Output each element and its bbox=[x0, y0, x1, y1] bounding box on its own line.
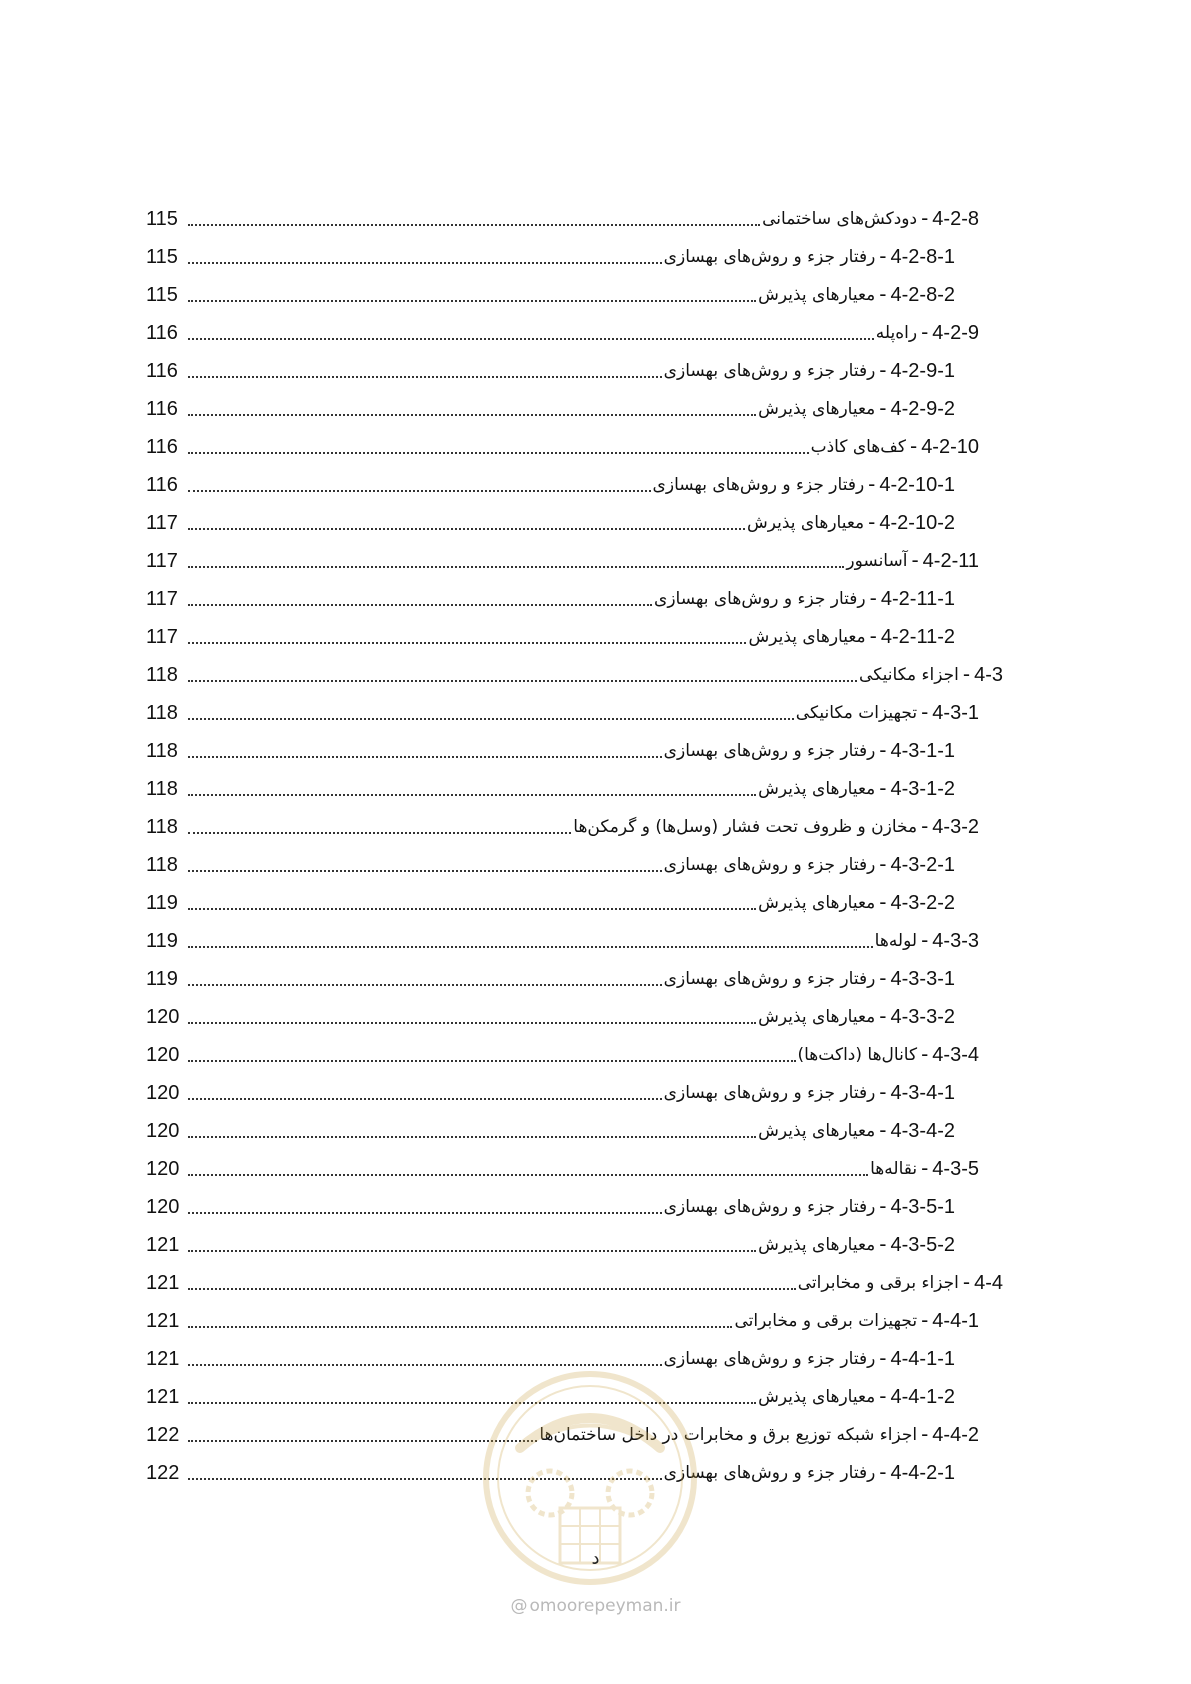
toc-entry[interactable] bbox=[146, 578, 955, 610]
dot-leader bbox=[188, 832, 571, 834]
toc-entry-number: 4-4-1 bbox=[932, 1310, 979, 1332]
toc-entry-number: 4-2-10 bbox=[921, 436, 979, 458]
toc-entry-title: کانال‌ها (داکت‌ها) bbox=[797, 1045, 918, 1065]
toc-entry-title: رفتار جزء و روش‌های بهسازی bbox=[663, 1083, 876, 1103]
toc-entry-title: تجهیزات برقی و مخابراتی bbox=[734, 1311, 918, 1331]
toc-separator: - bbox=[921, 700, 929, 724]
toc-page-number: 122 bbox=[146, 1424, 180, 1446]
toc-entry-number: 4-2-11 bbox=[922, 550, 979, 572]
website-text: omoorepeyman.ir bbox=[529, 1596, 681, 1616]
toc-entry-number: 4-3-2-2 bbox=[890, 892, 955, 914]
dot-leader bbox=[188, 224, 760, 226]
toc-entry[interactable] bbox=[146, 1338, 955, 1370]
toc-entry-title: معیارهای پذیرش bbox=[758, 1387, 876, 1407]
toc-entry[interactable] bbox=[146, 1072, 955, 1104]
dot-leader bbox=[188, 414, 756, 416]
toc-entry-number: 4-2-9-2 bbox=[890, 398, 955, 420]
toc-entry-title: رفتار جزء و روش‌های بهسازی bbox=[663, 855, 876, 875]
toc-entry-number: 4-2-11-2 bbox=[880, 626, 955, 648]
toc-entry-title: رفتار جزء و روش‌های بهسازی bbox=[663, 247, 876, 267]
toc-page-number: 121 bbox=[146, 1310, 180, 1332]
toc-entry-title: معیارهای پذیرش bbox=[758, 893, 876, 913]
dot-leader bbox=[188, 338, 874, 340]
toc-separator: - bbox=[879, 852, 887, 876]
toc-entry[interactable] bbox=[146, 464, 955, 496]
toc-page-number: 120 bbox=[146, 1082, 180, 1104]
toc-entry-number: 4-3-3 bbox=[932, 930, 979, 952]
toc-separator: - bbox=[879, 1194, 887, 1218]
toc-entry[interactable] bbox=[146, 730, 955, 762]
toc-page-number: 120 bbox=[146, 1120, 180, 1142]
toc-page-number: 116 bbox=[146, 398, 178, 420]
toc-separator: - bbox=[879, 1232, 887, 1256]
toc-separator: - bbox=[879, 890, 887, 914]
dot-leader bbox=[188, 1212, 662, 1214]
toc-page-number: 115 bbox=[146, 284, 178, 306]
toc-page-number: 118 bbox=[146, 816, 178, 838]
toc-entry-number: 4-2-8-2 bbox=[890, 284, 955, 306]
toc-entry[interactable] bbox=[146, 1110, 955, 1142]
toc-entry-number: 4-2-10-2 bbox=[879, 512, 955, 534]
toc-page-number: 115 bbox=[146, 208, 178, 230]
toc-entry[interactable] bbox=[146, 1186, 955, 1218]
toc-entry-number: 4-3-2-1 bbox=[890, 854, 955, 876]
dot-leader bbox=[188, 376, 662, 378]
at-sign-icon: @ bbox=[510, 1596, 528, 1616]
toc-entry[interactable] bbox=[146, 312, 979, 344]
toc-separator: - bbox=[868, 472, 876, 496]
dot-leader bbox=[188, 870, 662, 872]
toc-entry-number: 4-3-4-2 bbox=[890, 1120, 955, 1142]
dot-leader bbox=[188, 794, 756, 796]
toc-entry[interactable] bbox=[146, 654, 1003, 686]
toc-entry[interactable] bbox=[146, 350, 955, 382]
toc-entry-number: 4-4 bbox=[974, 1272, 1003, 1294]
toc-entry-title: رفتار جزء و روش‌های بهسازی bbox=[663, 361, 876, 381]
toc-entry-title: تجهیزات مکانیکی bbox=[795, 703, 918, 723]
toc-separator: - bbox=[921, 928, 929, 952]
dot-leader bbox=[188, 490, 651, 492]
toc-entry-number: 4-3-4 bbox=[932, 1044, 979, 1066]
dot-leader bbox=[188, 300, 756, 302]
toc-separator: - bbox=[879, 396, 887, 420]
toc-separator: - bbox=[879, 1004, 887, 1028]
toc-entry-title: دودکش‌های ساختمانی bbox=[762, 209, 918, 229]
toc-entry-number: 4-2-9 bbox=[932, 322, 979, 344]
toc-entry[interactable] bbox=[146, 806, 979, 838]
dot-leader bbox=[188, 1250, 756, 1252]
toc-entry-title: مخازن و ظروف تحت فشار (وسل‌ها) و گرمکن‌ها bbox=[573, 817, 918, 837]
toc-entry-title: معیارهای پذیرش bbox=[758, 1007, 876, 1027]
toc-separator: - bbox=[869, 586, 877, 610]
toc-entry-title: اجزاء شبکه توزیع برق و مخابرات در داخل ساختمان‌ها bbox=[539, 1425, 918, 1445]
toc-page-number: 116 bbox=[146, 474, 178, 496]
toc-entry-number: 4-2-8 bbox=[932, 208, 979, 230]
dot-leader bbox=[188, 1136, 756, 1138]
toc-entry-title: معیارهای پذیرش bbox=[758, 779, 876, 799]
toc-entry-title: رفتار جزء و روش‌های بهسازی bbox=[663, 969, 876, 989]
toc-page-number: 119 bbox=[146, 968, 178, 990]
toc-entry-title: معیارهای پذیرش bbox=[748, 627, 866, 647]
toc-separator: - bbox=[962, 1270, 971, 1294]
toc-page-number: 115 bbox=[146, 246, 178, 268]
dot-leader bbox=[188, 604, 652, 606]
toc-entry-number: 4-3-1 bbox=[932, 702, 979, 724]
dot-leader bbox=[188, 1326, 732, 1328]
toc-entry[interactable] bbox=[146, 920, 979, 952]
toc-entry-number: 4-4-2 bbox=[932, 1424, 979, 1446]
toc-page-number: 118 bbox=[146, 664, 178, 686]
toc-entry[interactable] bbox=[146, 1148, 979, 1180]
toc-entry-number: 4-3-4-1 bbox=[890, 1082, 955, 1104]
dot-leader bbox=[188, 718, 794, 720]
dot-leader bbox=[188, 642, 746, 644]
toc-entry-number: 4-3-5 bbox=[932, 1158, 979, 1180]
toc-entry-title: رفتار جزء و روش‌های بهسازی bbox=[654, 589, 866, 609]
dot-leader bbox=[188, 1022, 756, 1024]
toc-separator: - bbox=[921, 1156, 929, 1180]
toc-entry-title: معیارهای پذیرش bbox=[758, 1121, 876, 1141]
toc-entry-title: معیارهای پذیرش bbox=[758, 1235, 876, 1255]
toc-page-number: 117 bbox=[146, 588, 178, 610]
toc-entry-title: معیارهای پذیرش bbox=[758, 285, 876, 305]
toc-entry-number: 4-4-1-2 bbox=[890, 1386, 955, 1408]
toc-entry[interactable] bbox=[146, 274, 955, 306]
toc-entry-title: رفتار جزء و روش‌های بهسازی bbox=[663, 1349, 876, 1369]
toc-entry[interactable] bbox=[146, 1034, 979, 1066]
toc-separator: - bbox=[921, 206, 929, 230]
toc-entry-number: 4-4-1-1 bbox=[890, 1348, 955, 1370]
toc-page-number: 118 bbox=[146, 740, 178, 762]
toc-entry-number: 4-3-5-1 bbox=[890, 1196, 955, 1218]
toc-entry-title: معیارهای پذیرش bbox=[746, 513, 865, 533]
toc-separator: - bbox=[869, 624, 877, 648]
toc-entry-title: لوله‌ها bbox=[874, 931, 918, 951]
toc-entry[interactable] bbox=[146, 1300, 979, 1332]
toc-separator: - bbox=[909, 434, 918, 458]
toc-separator: - bbox=[879, 1080, 887, 1104]
toc-entry-number: 4-3-1-2 bbox=[890, 778, 955, 800]
toc-entry[interactable] bbox=[146, 692, 979, 724]
toc-entry-number: 4-2-11-1 bbox=[880, 588, 955, 610]
toc-separator: - bbox=[879, 1118, 887, 1142]
dot-leader bbox=[188, 452, 809, 454]
toc-page-number: 117 bbox=[146, 512, 178, 534]
toc-entry-number: 4-3-3-2 bbox=[890, 1006, 955, 1028]
toc-separator: - bbox=[921, 320, 929, 344]
toc-entry[interactable] bbox=[146, 958, 955, 990]
toc-entry-title: راه‌پله bbox=[875, 323, 918, 343]
dot-leader bbox=[188, 908, 756, 910]
toc-separator: - bbox=[879, 738, 887, 762]
dot-leader bbox=[188, 1288, 796, 1290]
toc-page-number: 120 bbox=[146, 1196, 180, 1218]
toc-entry[interactable] bbox=[146, 426, 979, 458]
dot-leader bbox=[188, 1098, 662, 1100]
toc-entry-title: اجزاء برقی و مخابراتی bbox=[797, 1273, 959, 1293]
toc-separator: - bbox=[879, 1460, 887, 1484]
dot-leader bbox=[188, 1060, 796, 1062]
toc-separator: - bbox=[921, 1308, 929, 1332]
toc-entry-number: 4-3-3-1 bbox=[890, 968, 955, 990]
dot-leader bbox=[188, 528, 745, 530]
toc-page-number: 117 bbox=[146, 626, 178, 648]
toc-entry-title: آسانسور bbox=[846, 551, 908, 571]
dot-leader bbox=[188, 566, 844, 568]
toc-separator: - bbox=[879, 966, 887, 990]
toc-entry-number: 4-3 bbox=[974, 664, 1003, 686]
toc-page-number: 118 bbox=[146, 854, 178, 876]
toc-page-number: 118 bbox=[146, 702, 178, 724]
toc-page-number: 121 bbox=[146, 1348, 180, 1370]
dot-leader bbox=[188, 1364, 662, 1366]
toc-page-number: 119 bbox=[146, 892, 178, 914]
dot-leader bbox=[188, 946, 873, 948]
toc-page-number: 121 bbox=[146, 1272, 180, 1294]
toc-separator: - bbox=[921, 1422, 929, 1446]
dot-leader bbox=[188, 1174, 868, 1176]
toc-separator: - bbox=[879, 776, 887, 800]
toc-page-number: 116 bbox=[146, 322, 178, 344]
dot-leader bbox=[188, 756, 662, 758]
toc-entry-title: معیارهای پذیرش bbox=[758, 399, 876, 419]
toc-entry[interactable] bbox=[146, 198, 979, 230]
toc-entry-number: 4-2-9-1 bbox=[890, 360, 955, 382]
toc-entry[interactable] bbox=[146, 1262, 1003, 1294]
toc-page-number: 120 bbox=[146, 1158, 180, 1180]
toc-entry[interactable] bbox=[146, 540, 979, 572]
toc-entry-title: کف‌های کاذب bbox=[810, 437, 906, 457]
toc-page-number: 118 bbox=[146, 778, 178, 800]
toc-separator: - bbox=[921, 814, 929, 838]
toc-page-number: 121 bbox=[146, 1386, 180, 1408]
dot-leader bbox=[188, 984, 662, 986]
toc-separator: - bbox=[879, 1384, 887, 1408]
toc-separator: - bbox=[879, 1346, 887, 1370]
toc-page-number: 116 bbox=[146, 436, 178, 458]
toc-entry-title: رفتار جزء و روش‌های بهسازی bbox=[663, 741, 876, 761]
toc-separator: - bbox=[879, 282, 887, 306]
toc-entry-number: 4-3-5-2 bbox=[890, 1234, 955, 1256]
toc-separator: - bbox=[911, 548, 919, 572]
toc-entry[interactable] bbox=[146, 1224, 955, 1256]
page-number: د bbox=[591, 1548, 600, 1569]
toc-page-number: 120 bbox=[146, 1044, 180, 1066]
toc-page-number: 121 bbox=[146, 1234, 180, 1256]
toc-page-number: 122 bbox=[146, 1462, 180, 1484]
toc-entry[interactable] bbox=[146, 844, 955, 876]
toc-separator: - bbox=[868, 510, 876, 534]
toc-entry[interactable] bbox=[146, 388, 955, 420]
toc-page-number: 116 bbox=[146, 360, 178, 382]
toc-entry-number: 4-3-2 bbox=[932, 816, 979, 838]
toc-entry[interactable] bbox=[146, 236, 955, 268]
toc-entry-number: 4-2-8-1 bbox=[890, 246, 955, 268]
toc-entry-title: رفتار جزء و روش‌های بهسازی bbox=[663, 1197, 876, 1217]
toc-entry-title: رفتار جزء و روش‌های بهسازی bbox=[652, 475, 865, 495]
toc-page-number: 117 bbox=[146, 550, 178, 572]
toc-entry[interactable] bbox=[146, 882, 955, 914]
toc-separator: - bbox=[962, 662, 971, 686]
toc-entry-number: 4-2-10-1 bbox=[879, 474, 955, 496]
toc-entry-number: 4-4-2-1 bbox=[890, 1462, 955, 1484]
dot-leader bbox=[188, 262, 662, 264]
toc-separator: - bbox=[921, 1042, 929, 1066]
website-watermark bbox=[0, 1596, 1191, 1616]
toc-entry-number: 4-3-1-1 bbox=[890, 740, 955, 762]
toc-entry-title: رفتار جزء و روش‌های بهسازی bbox=[663, 1463, 876, 1483]
toc-entry-title: اجزاء مکانیکی bbox=[859, 665, 959, 685]
toc-page-number: 119 bbox=[146, 930, 178, 952]
toc-entry-title: نقاله‌ها bbox=[870, 1159, 918, 1179]
toc-entry[interactable] bbox=[146, 768, 955, 800]
toc-separator: - bbox=[879, 358, 887, 382]
toc-page-number: 120 bbox=[146, 1006, 180, 1028]
toc-entry[interactable] bbox=[146, 996, 955, 1028]
toc-entry[interactable] bbox=[146, 616, 955, 648]
dot-leader bbox=[188, 680, 857, 682]
toc-entry[interactable] bbox=[146, 502, 955, 534]
toc-separator: - bbox=[879, 244, 887, 268]
